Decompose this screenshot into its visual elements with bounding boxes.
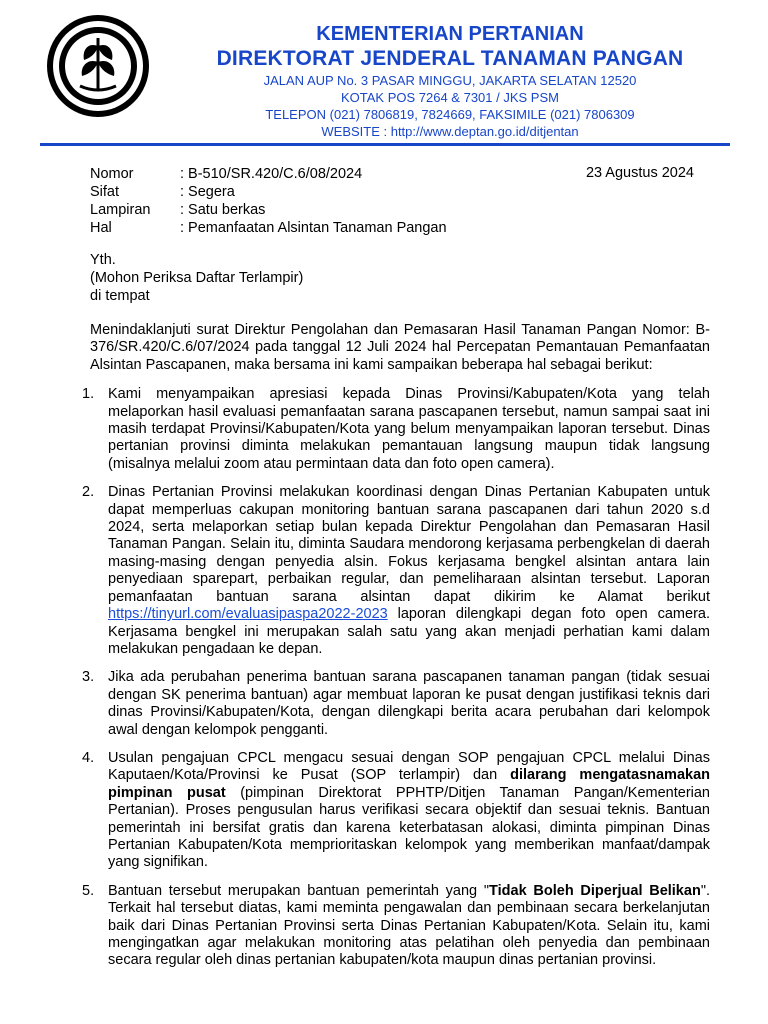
- item-2-text-b: laporan dilengkapi degan foto open camera. Kerjasama bengkel ini merupakan salah satu yang akan menjadi perhatian kami dalam melakukan pengadaan ke depan.: [108, 606, 710, 657]
- letterhead-po-box: KOTAK POS 7264 & 7301 / JKS PSM: [341, 90, 559, 105]
- item-4-bold: dilarang mengatasnamakan pimpinan pusat: [108, 767, 710, 801]
- lampiran-row: [90, 201, 447, 219]
- letterhead-address: JALAN AUP No. 3 PASAR MINGGU, JAKARTA SELATAN 12520: [263, 73, 637, 88]
- letterhead-website: WEBSITE : http://www.deptan.go.id/ditjentan: [321, 124, 579, 139]
- list-item: [82, 882, 710, 970]
- sifat-value: : Segera: [180, 184, 235, 200]
- item-5-text-b: ". Terkait hal tersebut diatas, kami meminta pengawalan dan pembinaan secara berkelanjutan baik dari Dinas Pertanian Provinsi serta Dinas Pertanian Kabupaten/Kota. Selain itu, kami mengingatkan agar melakukan monitoring atas pelatihan oleh penyedia dan pembinaan secara regular oleh dinas pertanian kabupaten/kota maupun dinas pertanian provinsi.: [108, 882, 710, 969]
- list-item-text: [108, 484, 710, 658]
- sifat-row: [90, 183, 447, 201]
- hal-row: [90, 219, 447, 237]
- intro-paragraph: Menindaklanjuti surat Direktur Pengolahan dan Pemasaran Hasil Tanaman Pangan Nomor: B-376/SR.420/C.6/07/2024 pada tanggal 12 Juli 2024 hal Percepatan Pemantauan Pemanfaatan Alsintan Pascapanen, maka bersama ini kami sampaikan beberapa hal sebagai berikut:: [90, 322, 710, 373]
- evaluation-report-link[interactable]: https://tinyurl.com/evaluasipaspa2022-2023: [108, 606, 388, 623]
- directorate-name: DIREKTORAT JENDERAL TANAMAN PANGAN: [216, 47, 684, 70]
- list-item-number: 2.: [82, 484, 95, 501]
- list-item-text: Jika ada perubahan penerima bantuan sarana pascapanen tanaman pangan (tidak sesuai dengan SK penerima bantuan) agar membuat laporan ke pusat dengan justifikasi teknis dari dinas Provinsi/Kabupaten/Kota, dengan dilengkapi berita acara perubahan dari kelompok awal dengan kelompok pengganti.: [108, 669, 710, 738]
- list-item: [82, 749, 710, 872]
- item-5-bold: Tidak Boleh Diperjual Belikan: [489, 882, 701, 899]
- sifat-label: Sifat: [90, 184, 120, 200]
- hal-label: Hal: [90, 220, 112, 236]
- item-2-text-a: Dinas Pertanian Provinsi melakukan koordinasi dengan Dinas Pertanian Kabupaten untuk dapat memperluas cakupan monitoring bantuan sarana pascapanen dari tahun 2020 s.d 2024, serta melaporkan setiap bulan kepada Direktur Pengolahan dan Pemasaran Hasil Tanaman Pangan. Selain itu, diminta Saudara mendorong kerjasama perbengkelan di daerah masing-masing dengan penyedia alsin. Fokus kerjasama bengkel alsintan antara lain penyediaan sparepart, perbaikan regular, dan pemeliharaan alsintan tersebut. Laporan pemanfaatan bantuan sarana alsintan dapat dikirim ke Alamat berikut: [108, 484, 710, 605]
- recipient-block: [90, 251, 303, 305]
- letter-body: [82, 322, 710, 981]
- list-item: [82, 386, 710, 473]
- item-4-text-a: Usulan pengajuan CPCL mengacu sesuai dengan SOP pengajuan CPCL melalui Dinas Kaputaen/Kota/Provinsi ke Pusat (SOP terlampir) dan: [108, 749, 710, 784]
- recipient-name: (Mohon Periksa Daftar Terlampir): [90, 270, 304, 286]
- list-item-number: 4.: [82, 749, 95, 766]
- nomor-row: [90, 165, 447, 183]
- list-item-number: 1.: [82, 386, 95, 403]
- lampiran-value: : Satu berkas: [180, 202, 266, 218]
- list-item-text: [108, 750, 710, 872]
- list-item: [82, 484, 710, 658]
- letter-metadata: [90, 165, 447, 237]
- lampiran-label: Lampiran: [90, 202, 151, 218]
- item-5-text-a: Bantuan tersebut merupakan bantuan pemerintah yang ": [108, 882, 490, 899]
- hal-value: : Pemanfaatan Alsintan Tanaman Pangan: [180, 220, 447, 236]
- item-4-text-b: (pimpinan Direktorat PPHTP/Ditjen Tanaman Pangan/Kementerian Pertanian). Proses pengusulan harus verifikasi secara objektif dan sesuai teknis. Bantuan pemerintah ini bersifat gratis dan karena keterbatasan alokasi, diminta pimpinan Dinas Pertanian Kabupaten/Kota memprioritaskan kelompok yang memberikan manfaat/dampak yang signifikan.: [108, 784, 710, 871]
- nomor-label: Nomor: [90, 166, 134, 182]
- letterhead-divider: [40, 143, 730, 146]
- ministry-name: KEMENTERIAN PERTANIAN: [316, 23, 584, 45]
- letterhead-phone: TELEPON (021) 7806819, 7824669, FAKSIMILE (021) 7806309: [265, 107, 635, 122]
- list-item-text: Kami menyampaikan apresiasi kepada Dinas Provinsi/Kabupaten/Kota yang telah melaporkan hasil evaluasi pemanfaatan sarana pascapanen tersebut, namun sampai saat ini masih terdapat Provinsi/Kabupaten/Kota yang belum menyampaikan laporan tersebut. Dinas pertanian provinsi diminta melakukan pemantauan langsung maupun tidak langsung (misalnya melalui zoom atau permintaan data dan foto open camera).: [108, 386, 710, 472]
- recipient-salutation: Yth.: [90, 252, 116, 268]
- list-item-number: 3.: [82, 669, 95, 686]
- ministry-logo-icon: [44, 12, 152, 120]
- list-item-text: [108, 883, 710, 970]
- recipient-place: di tempat: [90, 288, 150, 304]
- list-item-number: 5.: [82, 882, 95, 899]
- letterhead: [170, 22, 730, 140]
- list-item: [82, 669, 710, 739]
- letter-date: 23 Agustus 2024: [585, 165, 694, 181]
- nomor-value: : B-510/SR.420/C.6/08/2024: [180, 166, 363, 182]
